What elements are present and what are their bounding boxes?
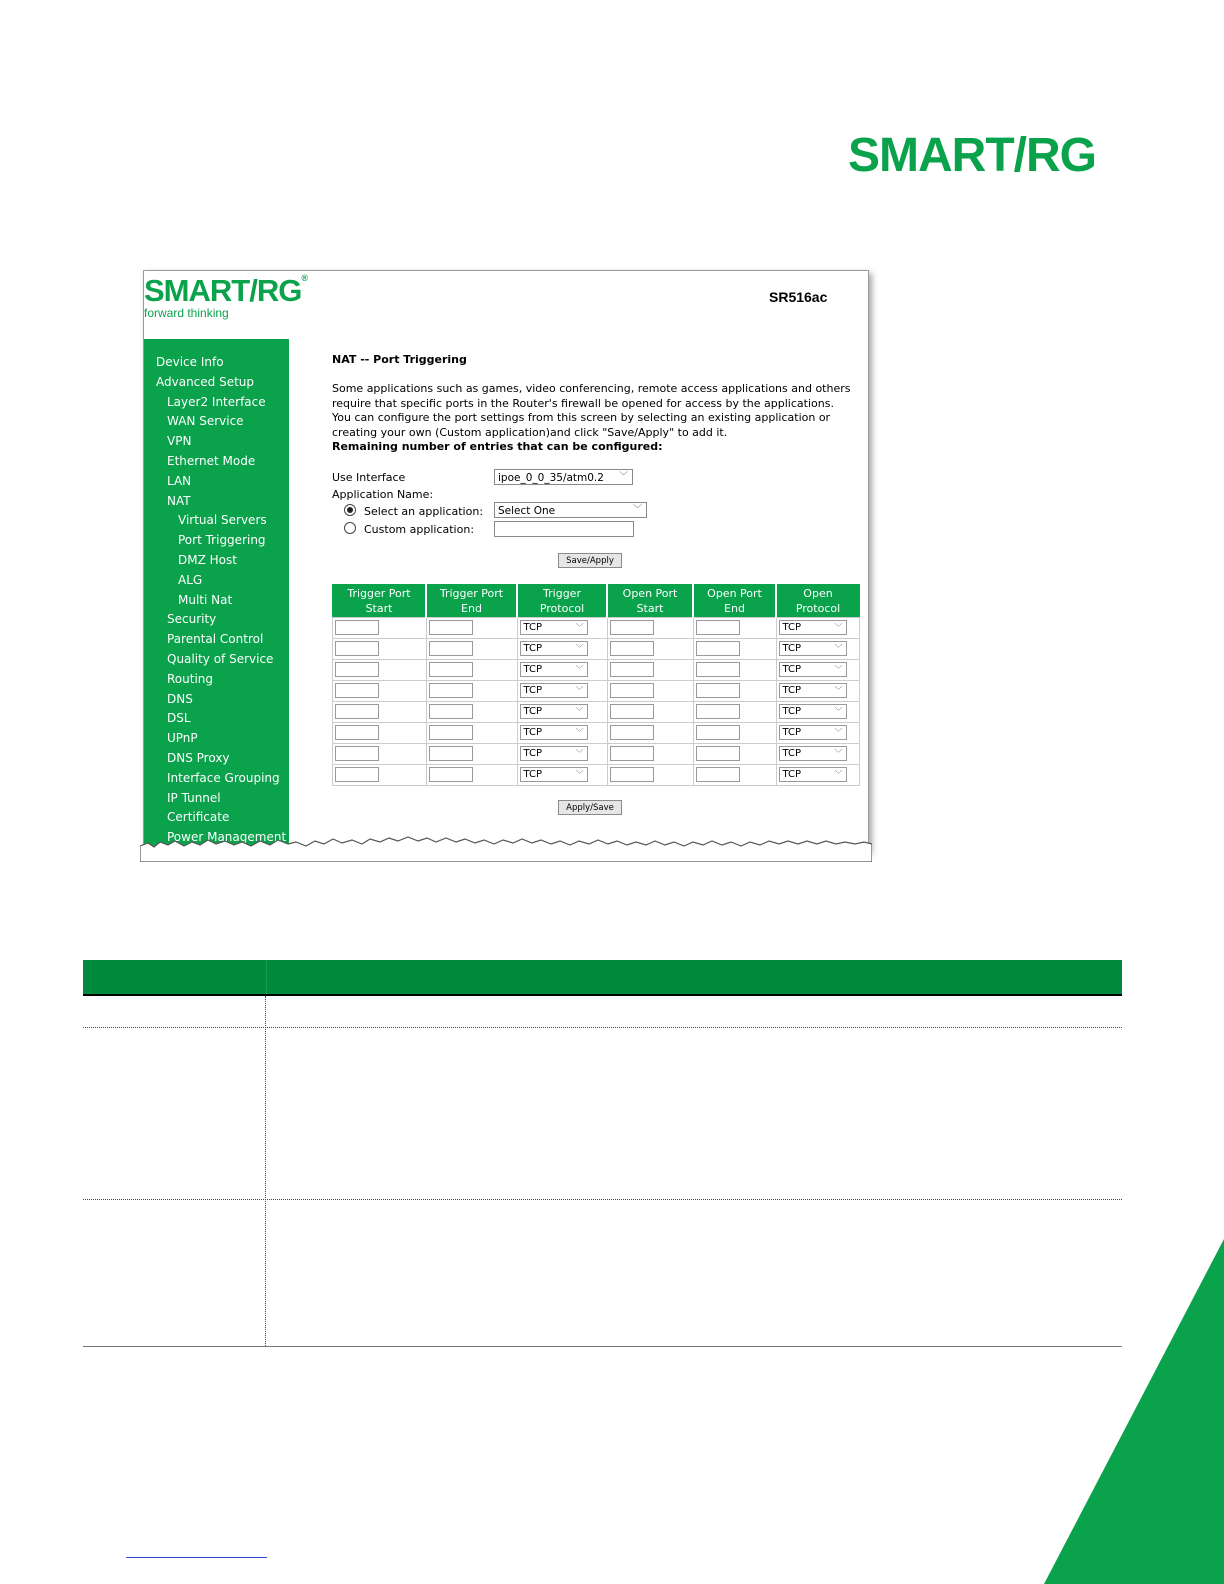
trigger-protocol-select[interactable] [520, 704, 588, 719]
open-port-end-input[interactable] [696, 620, 740, 635]
table-cell [776, 702, 860, 723]
open-port-end-input[interactable] [696, 683, 740, 698]
trigger-protocol-select[interactable] [520, 641, 588, 656]
row-divider [83, 1027, 1122, 1028]
column-header-line: Start [636, 602, 664, 615]
table-cell [517, 765, 607, 786]
trigger-port-end-input[interactable] [429, 767, 473, 782]
column-header-line: Start [365, 602, 393, 615]
chevron-down-icon: ﹀ [632, 505, 642, 515]
chevron-down-icon: ﹀ [834, 623, 843, 632]
trigger-protocol-select[interactable] [520, 683, 588, 698]
trigger-protocol-select[interactable] [520, 767, 588, 782]
nav-item-routing[interactable]: Routing [167, 671, 214, 686]
trigger-port-start-input[interactable] [335, 620, 379, 635]
custom-application-label: Custom application: [364, 523, 475, 536]
column-header-line: Open Port [707, 587, 762, 600]
table-cell [693, 681, 776, 702]
open-port-end-input[interactable] [696, 767, 740, 782]
protocol-value: TCP [523, 664, 543, 675]
table-cell [607, 660, 693, 681]
model-name: SR516ac [769, 289, 828, 305]
nav-item-security[interactable]: Security [167, 612, 217, 627]
column-header-line: Trigger Port [347, 587, 411, 600]
router-tagline: forward thinking [144, 306, 229, 320]
table-cell [607, 681, 693, 702]
protocol-value: TCP [782, 769, 802, 780]
open-port-end-input[interactable] [696, 725, 740, 740]
table-cell [776, 618, 860, 639]
table-cell [693, 702, 776, 723]
open-protocol-select[interactable] [779, 620, 847, 635]
table-cell [607, 639, 693, 660]
nav-item-parental-control[interactable]: Parental Control [167, 632, 264, 647]
trigger-port-end-input[interactable] [429, 683, 473, 698]
column-header [426, 585, 517, 618]
open-port-start-input[interactable] [610, 725, 654, 740]
trigger-port-start-input[interactable] [335, 746, 379, 761]
column-header-line: End [724, 602, 745, 615]
trigger-port-start-input[interactable] [335, 725, 379, 740]
open-protocol-select[interactable] [779, 704, 847, 719]
nav-item-multi-nat[interactable]: Multi Nat [178, 592, 233, 607]
table-cell [776, 639, 860, 660]
trigger-protocol-select[interactable] [520, 620, 588, 635]
chevron-down-icon: ﹀ [834, 728, 843, 737]
table-cell [426, 660, 517, 681]
nav-item-advanced-setup[interactable]: Advanced Setup [156, 374, 255, 389]
table-row [333, 660, 860, 681]
custom-application-radio[interactable] [344, 522, 356, 534]
open-port-start-input[interactable] [610, 641, 654, 656]
router-logo: SMART/RG® [144, 273, 307, 308]
column-header-line: End [461, 602, 482, 615]
open-protocol-select[interactable] [779, 767, 847, 782]
open-port-start-input[interactable] [610, 620, 654, 635]
table-cell [426, 639, 517, 660]
protocol-value: TCP [523, 622, 543, 633]
trigger-port-end-input[interactable] [429, 725, 473, 740]
nav-item-vpn[interactable]: VPN [167, 434, 192, 449]
nav-item-quality-of-service[interactable]: Quality of Service [167, 652, 274, 666]
table-cell [517, 618, 607, 639]
table-cell [426, 618, 517, 639]
table-row [333, 744, 860, 765]
nav-item-dns[interactable]: DNS [167, 691, 193, 706]
table-row [333, 702, 860, 723]
table-cell [776, 681, 860, 702]
table-cell [426, 681, 517, 702]
trigger-protocol-select[interactable] [520, 725, 588, 740]
protocol-value: TCP [782, 706, 802, 717]
nav-item-power-management[interactable]: Power Management [167, 830, 287, 845]
trigger-protocol-select[interactable] [520, 746, 588, 761]
nav-item-layer2-interface[interactable]: Layer2 Interface [167, 394, 266, 409]
table-cell [426, 702, 517, 723]
trigger-protocol-select[interactable] [520, 662, 588, 677]
nav-item-interface-grouping[interactable]: Interface Grouping [167, 770, 280, 785]
chevron-down-icon: ﹀ [834, 707, 843, 716]
use-interface-label: Use Interface [332, 471, 406, 484]
custom-application-input[interactable] [494, 521, 634, 537]
port-triggering-table [332, 584, 860, 786]
apply-save-button[interactable]: Apply/Save [558, 800, 622, 815]
table-cell [776, 765, 860, 786]
chevron-down-icon: ﹀ [575, 728, 584, 737]
table-cell [333, 723, 427, 744]
table-cell [333, 618, 427, 639]
column-header-line: Protocol [795, 602, 841, 615]
nav-item-device-info[interactable]: Device Info [156, 355, 224, 369]
protocol-value: TCP [523, 685, 543, 696]
open-port-start-input[interactable] [610, 704, 654, 719]
table-row [333, 723, 860, 744]
protocol-value: TCP [782, 727, 802, 738]
column-header-line: Trigger Port [439, 587, 504, 600]
table-row [333, 765, 860, 786]
table-bottom-rule [83, 1346, 1122, 1347]
chevron-down-icon: ﹀ [834, 770, 843, 779]
open-protocol-select[interactable] [779, 746, 847, 761]
protocol-value: TCP [782, 685, 802, 696]
table-cell [333, 702, 427, 723]
page-description: Some applications such as games, video conferencing, remote access applications and others require that specific ports in the Router's firewall be opened for access by the applications. You can configure the port settings from this screen by selecting an existing application or creating your own (Custom application)and click "Save/Apply" to add it. [332, 382, 851, 439]
nav-item-certificate[interactable]: Certificate [167, 810, 230, 825]
column-divider [265, 996, 266, 1346]
trigger-port-start-input[interactable] [335, 704, 379, 719]
trigger-port-start-input[interactable] [335, 767, 379, 782]
nav-item-upnp[interactable]: UPnP [167, 731, 198, 746]
nav-item-alg[interactable]: ALG [178, 572, 203, 587]
table-cell [426, 765, 517, 786]
open-port-end-input[interactable] [696, 704, 740, 719]
column-header-line: Protocol [539, 602, 585, 615]
chevron-down-icon: ﹀ [575, 770, 584, 779]
table-cell [517, 702, 607, 723]
table-cell [607, 765, 693, 786]
table-cell [333, 660, 427, 681]
nav-item-port-triggering[interactable]: Port Triggering [178, 533, 266, 548]
open-port-end-input[interactable] [696, 746, 740, 761]
chevron-down-icon: ﹀ [618, 472, 628, 482]
remaining-entries-label: Remaining number of entries that can be configured: [332, 440, 663, 453]
chevron-down-icon: ﹀ [575, 644, 584, 653]
protocol-value: TCP [782, 643, 802, 654]
table-row [333, 681, 860, 702]
smartrg-logo: SMART/RG [848, 129, 1096, 182]
torn-edge [140, 832, 872, 862]
trigger-port-end-input[interactable] [429, 641, 473, 656]
table-cell [517, 681, 607, 702]
column-header-line: Open Port [622, 587, 678, 600]
use-interface-select[interactable]: ipoe_0_0_35/atm0.2 ﹀ [494, 469, 633, 485]
table-cell [333, 744, 427, 765]
table-cell [693, 618, 776, 639]
column-header-line: Open [803, 587, 833, 600]
protocol-value: TCP [523, 769, 543, 780]
trigger-port-end-input[interactable] [429, 662, 473, 677]
table-cell [426, 744, 517, 765]
nav-item-ip-tunnel[interactable]: IP Tunnel [167, 790, 221, 805]
table-cell [693, 744, 776, 765]
protocol-value: TCP [523, 706, 543, 717]
protocol-value: TCP [782, 622, 802, 633]
table-cell [607, 744, 693, 765]
select-application-label: Select an application: [364, 505, 484, 518]
nav-item-virtual-servers[interactable]: Virtual Servers [178, 513, 267, 528]
table-cell [607, 618, 693, 639]
select-application-radio[interactable] [344, 504, 356, 516]
table-cell [607, 723, 693, 744]
chevron-down-icon: ﹀ [575, 623, 584, 632]
table-cell [333, 681, 427, 702]
open-protocol-select[interactable] [779, 683, 847, 698]
corner-decoration [1044, 1239, 1224, 1584]
chevron-down-icon: ﹀ [575, 707, 584, 716]
chevron-down-icon: ﹀ [834, 665, 843, 674]
table-cell [693, 723, 776, 744]
column-header-line: Trigger [543, 587, 581, 600]
save-apply-button[interactable]: Save/Apply [558, 553, 622, 568]
nav-item-dmz-host[interactable]: DMZ Host [178, 553, 237, 567]
chevron-down-icon: ﹀ [834, 749, 843, 758]
nav-item-wan-service[interactable]: WAN Service [167, 414, 244, 429]
protocol-value: TCP [782, 748, 802, 759]
open-protocol-select[interactable] [779, 641, 847, 656]
table-cell [776, 723, 860, 744]
nav-item-lan[interactable]: LAN [167, 473, 192, 488]
doc-table-header [83, 960, 1122, 996]
table-cell [776, 744, 860, 765]
trigger-port-end-input[interactable] [429, 746, 473, 761]
protocol-value: TCP [523, 727, 543, 738]
application-name-label: Application Name: [332, 488, 434, 501]
footer-link-underline[interactable] [126, 1557, 267, 1558]
table-cell [333, 639, 427, 660]
table-cell [607, 702, 693, 723]
table-cell [333, 765, 427, 786]
column-header [517, 585, 607, 618]
open-port-start-input[interactable] [610, 683, 654, 698]
nav-item-nat[interactable]: NAT [167, 493, 191, 508]
column-header [776, 585, 860, 618]
table-cell [517, 639, 607, 660]
row-divider [83, 1199, 1122, 1200]
table-cell [426, 723, 517, 744]
table-cell [517, 723, 607, 744]
protocol-value: TCP [523, 748, 543, 759]
router-screenshot [143, 270, 869, 851]
nav-item-dsl[interactable]: DSL [167, 711, 191, 726]
table-cell [693, 639, 776, 660]
open-protocol-select[interactable] [779, 662, 847, 677]
trigger-port-end-input[interactable] [429, 620, 473, 635]
chevron-down-icon: ﹀ [834, 644, 843, 653]
trigger-port-end-input[interactable] [429, 704, 473, 719]
column-header [333, 585, 427, 618]
nav-item-ethernet-mode[interactable]: Ethernet Mode [167, 454, 256, 468]
trigger-port-start-input[interactable] [335, 683, 379, 698]
table-cell [517, 660, 607, 681]
open-port-end-input[interactable] [696, 641, 740, 656]
chevron-down-icon: ﹀ [575, 665, 584, 674]
select-application-dropdown[interactable]: Select One ﹀ [494, 502, 647, 518]
nav-item-dns-proxy[interactable]: DNS Proxy [167, 751, 230, 765]
table-cell [517, 744, 607, 765]
open-port-start-input[interactable] [610, 662, 654, 677]
table-cell [776, 660, 860, 681]
chevron-down-icon: ﹀ [575, 749, 584, 758]
trigger-port-start-input[interactable] [335, 662, 379, 677]
table-row [333, 639, 860, 660]
table-cell [693, 765, 776, 786]
chevron-down-icon: ﹀ [834, 686, 843, 695]
column-header [693, 585, 776, 618]
open-protocol-select[interactable] [779, 725, 847, 740]
table-row [333, 618, 860, 639]
trigger-port-start-input[interactable] [335, 641, 379, 656]
open-port-start-input[interactable] [610, 746, 654, 761]
header-divider [266, 960, 267, 994]
table-cell [693, 660, 776, 681]
protocol-value: TCP [782, 664, 802, 675]
column-header [607, 585, 693, 618]
nav-sidebar [144, 339, 289, 851]
page-title: NAT -- Port Triggering [332, 353, 467, 366]
chevron-down-icon: ﹀ [575, 686, 584, 695]
open-port-start-input[interactable] [610, 767, 654, 782]
open-port-end-input[interactable] [696, 662, 740, 677]
protocol-value: TCP [523, 643, 543, 654]
